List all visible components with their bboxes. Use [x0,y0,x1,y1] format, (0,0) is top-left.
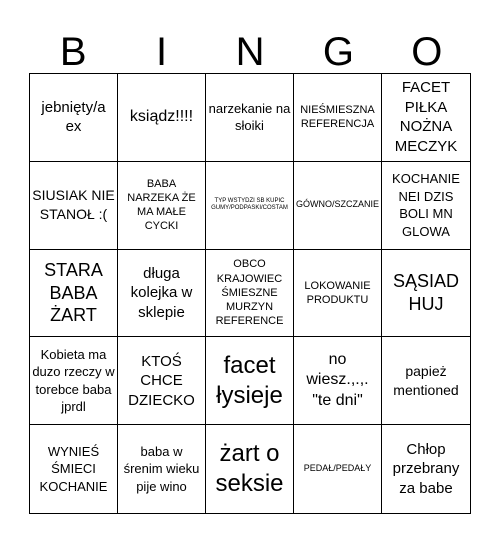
bingo-grid [29,73,471,514]
header-letter-i: I [156,30,168,74]
bingo-cell-5-2[interactable]: baba w śrenim wieku pije wino [118,425,206,513]
bingo-cell-1-3[interactable]: narzekanie na słoiki [206,74,294,162]
bingo-cell-2-5[interactable]: KOCHANIE NEI DZIS BOLI MN GLOWA [382,162,470,250]
bingo-cell-5-3[interactable]: żart o seksie [206,425,294,513]
bingo-cell-3-2[interactable]: długa kolejka w sklepie [118,250,206,338]
header-letter-b: B [59,30,87,74]
bingo-cell-3-5[interactable]: SĄSIAD HUJ [382,250,470,338]
bingo-cell-4-2[interactable]: KTOŚ CHCE DZIECKO [118,337,206,425]
bingo-cell-1-1[interactable]: jebnięty/a ex [30,74,118,162]
bingo-cell-4-3[interactable]: facet łysieje [206,337,294,425]
bingo-cell-5-1[interactable]: WYNIEŚ ŚMIECI KOCHANIE [30,425,118,513]
bingo-cell-5-5[interactable]: Chłop przebrany za babe [392,440,460,497]
header-letter-n: N [235,30,265,74]
header-letter-g: G [322,30,354,74]
bingo-cell-4-4[interactable]: no wiesz.,.,. "te dni" [294,337,382,425]
bingo-cell-2-3[interactable]: TYP WSTYDZI SB KUPIC GUMY/PODPASKI/COSTAM [206,162,294,250]
bingo-cell-1-4[interactable]: NIEŚMIESZNA REFERENCJA [294,74,382,162]
bingo-cell-3-3[interactable]: OBCO KRAJOWIEC ŚMIESZNE MURZYN REFERENCE [206,250,294,338]
header-letter-o: O [411,30,443,74]
bingo-cell-4-1[interactable]: Kobieta ma duzo rzeczy w torebce baba jprdl [30,337,118,425]
bingo-cell-4-5[interactable]: papież mentioned [382,337,470,425]
bingo-cell-5-4[interactable]: PEDAŁ/PEDAŁY [294,425,382,513]
bingo-cell-1-2[interactable]: ksiądz!!!! [118,74,206,162]
bingo-cell-1-5[interactable]: FACET PIŁKA NOŻNA MECZYK [382,74,470,162]
bingo-cell-2-2[interactable]: BABA NARZEKA ŻE MA MAŁE CYCKI [118,162,206,250]
bingo-cell-2-1[interactable]: SIUSIAK NIE STANOŁ :( [30,162,118,250]
bingo-cell-3-1[interactable]: STARA BABA ŻART [30,250,118,338]
bingo-cell-3-4[interactable]: LOKOWANIE PRODUKTU [294,250,382,338]
bingo-cell-2-4[interactable]: GÓWNO/SZCZANIE [294,162,382,250]
